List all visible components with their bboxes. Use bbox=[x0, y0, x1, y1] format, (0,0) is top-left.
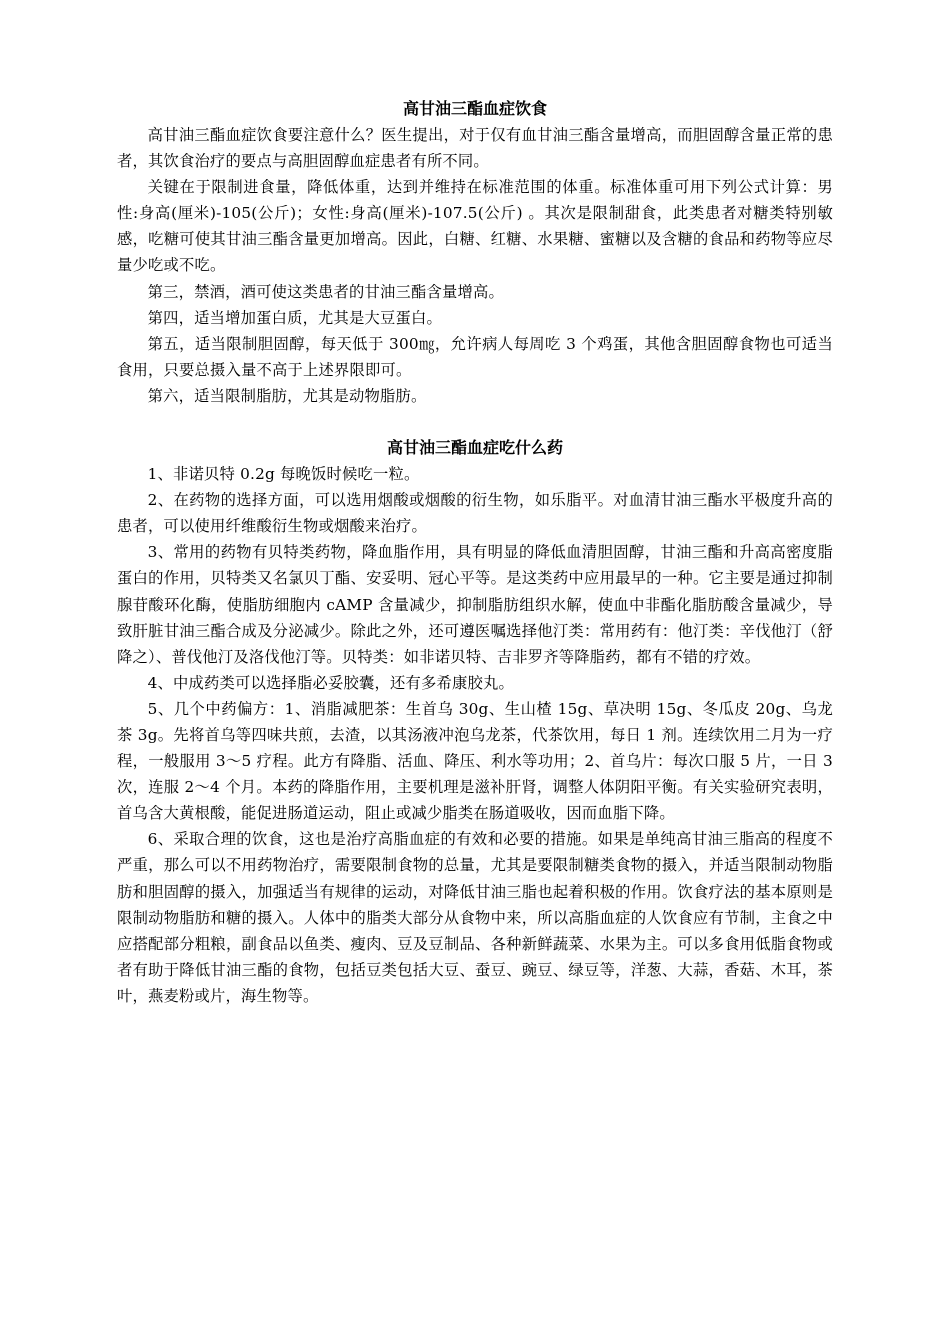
medication-paragraph-5: 5、几个中药偏方：1、消脂减肥茶：生首乌 30g、生山楂 15g、草决明 15g、冬瓜皮 20g、乌龙茶 3g。先将首乌等四味共煎，去渣，以其汤液冲泡乌龙茶，代茶饮用，每日 1 剂。连续饮用二月为一疗程，一般服用 3～5 疗程。此方有降脂、活血、降压、利水等功用；2、首乌片：每次口服 5 片，一日 3 次，连服 2～4 个月。本药的降脂作用，主要机理是滋补肝肾，调整人体阴阳平衡。有关实验研究表明，首乌含大黄根酸，能促进肠道运动，阻止或减少脂类在肠道吸收，因而血脂下降。 bbox=[117, 699, 833, 823]
medication-paragraph-2: 2、在药物的选择方面，可以选用烟酸或烟酸的衍生物，如乐脂平。对血清甘油三酯水平极度升高的患者，可以使用纤维酸衍生物或烟酸来治疗。 bbox=[117, 491, 833, 536]
section-title-medication: 高甘油三酯血症吃什么药 bbox=[386, 438, 563, 458]
document-body bbox=[117, 96, 833, 1009]
diet-paragraph-cholesterol: 第五，适当限制胆固醇，每天低于 300㎎，允许病人每周吃 3 个鸡蛋，其他含胆固醇食物也可适当食用，只要总摄入量不高于上述界限即可。 bbox=[117, 334, 833, 379]
medication-paragraph-4: 4、中成药类可以选择脂必妥胶囊，还有多希康胶丸。 bbox=[147, 673, 514, 692]
diet-paragraph-weight: 关键在于限制进食量，降低体重，达到并维持在标准范围的体重。标准体重可用下列公式计算：男性:身高(厘米)-105(公斤)；女性:身高(厘米)-107.5(公斤) 。其次是限制甜食，此类患者对糖类特别敏感，吃糖可使其甘油三酯含量更加增高。因此，白糖、红糖、水果糖、蜜糖以及含糖的食品和药物等应尽量少吃或不吃。 bbox=[117, 178, 833, 275]
section-title-diet: 高甘油三酯血症饮食 bbox=[402, 99, 547, 118]
diet-paragraph-fat: 第六，适当限制脂肪，尤其是动物脂肪。 bbox=[147, 386, 427, 405]
diet-paragraph-intro: 高甘油三酯血症饮食要注意什么？医生提出，对于仅有血甘油三酯含量增高，而胆固醇含量正常的患者，其饮食治疗的要点与高胆固醇血症患者有所不同。 bbox=[117, 126, 833, 171]
section-spacer bbox=[117, 409, 833, 435]
medication-paragraph-3: 3、常用的药物有贝特类药物，降血脂作用，具有明显的降低血清胆固醇，甘油三酯和升高高密度脂蛋白的作用，贝特类又名氯贝丁酯、安妥明、冠心平等。是这类药中应用最早的一种。它主要是通过抑制腺苷酸环化酶，使脂肪细胞内 cAMP 含量减少，抑制脂肪组织水解，使血中非酯化脂肪酸含量减少，导致肝脏甘油三酯合成及分泌减少。除此之外，还可遵医嘱选择他汀类：常用药有：他汀类：辛伐他汀（舒降之）、普伐他汀及洛伐他汀等。贝特类：如非诺贝特、吉非罗齐等降脂药，都有不错的疗效。 bbox=[117, 543, 833, 666]
diet-paragraph-alcohol: 第三，禁酒，酒可使这类患者的甘油三酯含量增高。 bbox=[147, 282, 505, 301]
medication-paragraph-1: 1、非诺贝特 0.2g 每晚饭时候吃一粒。 bbox=[147, 465, 420, 484]
medication-paragraph-6: 6、采取合理的饮食，这也是治疗高脂血症的有效和必要的措施。如果是单纯高甘油三脂高的程度不严重，那么可以不用药物治疗，需要限制食物的总量，尤其是要限制糖类食物的摄入，并适当限制动物脂肪和胆固醇的摄入，加强适当有规律的运动，对降低甘油三脂也起着积极的作用。饮食疗法的基本原则是限制动物脂肪和糖的摄入。人体中的脂类大部分从食物中来，所以高脂血症的人饮食应有节制，主食之中应搭配部分粗粮，副食品以鱼类、瘦肉、豆及豆制品、各种新鲜蔬菜、水果为主。可以多食用低脂食物或者有助于降低甘油三酯的食物，包括豆类包括大豆、蚕豆、豌豆、绿豆等，洋葱、大蒜，香菇、木耳，茶叶，燕麦粉或片，海生物等。 bbox=[117, 830, 833, 1005]
diet-paragraph-protein: 第四，适当增加蛋白质，尤其是大豆蛋白。 bbox=[147, 308, 443, 327]
